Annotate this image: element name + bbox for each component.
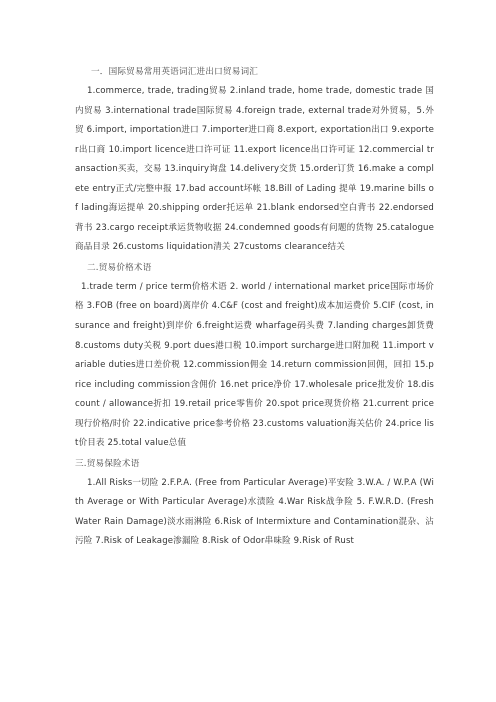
section-heading-trade-vocabulary: 一．国际贸易常用英语词汇进出口贸易词汇: [91, 67, 259, 77]
section-body-price-terms: 1.trade term / price term价格术语 2. world / international market price国际市场价格 3.FOB (free on board)离岸价 4.C&F (cost and freight)成本加运费价 5.CIF (cost, insurance and freight)到岸价 6.freight运费 wharfage码头费 7.landing charges卸货费 8.customs duty关税 9.port dues港口税 10.import surcharge进口附加税 11.import variable duties进口差价税 12.commission佣金 14.return commission回佣，回扣 15.price including commission含佣价 16.net price净价 17.wholesale price批发价 18.discount / allowance折扣 19.retail price零售价 20.spot price现货价格 21.current price现行价格/时价 22.indicative price参考价格 23.customs valuation海关估价 24.price list价目表 25.total value总值: [75, 281, 434, 449]
section-body-insurance-terms: 1.All Risks一切险 2.F.P.A. (Free from Particular Average)平安险 3.W.A. / W.P.A (With Average or With Particular Average)水渍险 4.War Risk战争险 5. F.W.R.D. (Fresh Water Rain Damage)淡水雨淋险 6.Risk of Intermixture and Contamination混杂、沾污险 7.Risk of Leakage渗漏险 8.Risk of Odor串味险 9.Risk of Rust: [75, 477, 434, 547]
section-heading-insurance-terms: 三.贸易保险术语: [75, 458, 140, 469]
section-body-trade-vocabulary: 1.commerce, trade, trading贸易 2.inland trade, home trade, domestic trade 国内贸易 3.international trade国际贸易 4.foreign trade, external trade对外贸易，5.外贸 6.import, importation进口 7.importer进口商 8.export, exportation出口 9.exporter出口商 10.import licence进口许可证 11.export licence出口许可证 12.commercial transaction买卖，交易 13.inquiry询盘 14.delivery交货 15.order订货 16.make a complete entry正式/完整申报 17.bad account坏帐 18.Bill of Lading 提单 19.marine bills of lading海运提单 20.shipping order托运单 21.blank endorsed空白背书 22.endorsed背书 23.cargo receipt承运货物收据 24.condemned goods有问题的货物 25.catalogue商品目录 26.customs liquidation清关 27customs clearance结关: [75, 86, 434, 253]
section-heading-price-terms: 二.贸易价格术语: [87, 262, 152, 273]
